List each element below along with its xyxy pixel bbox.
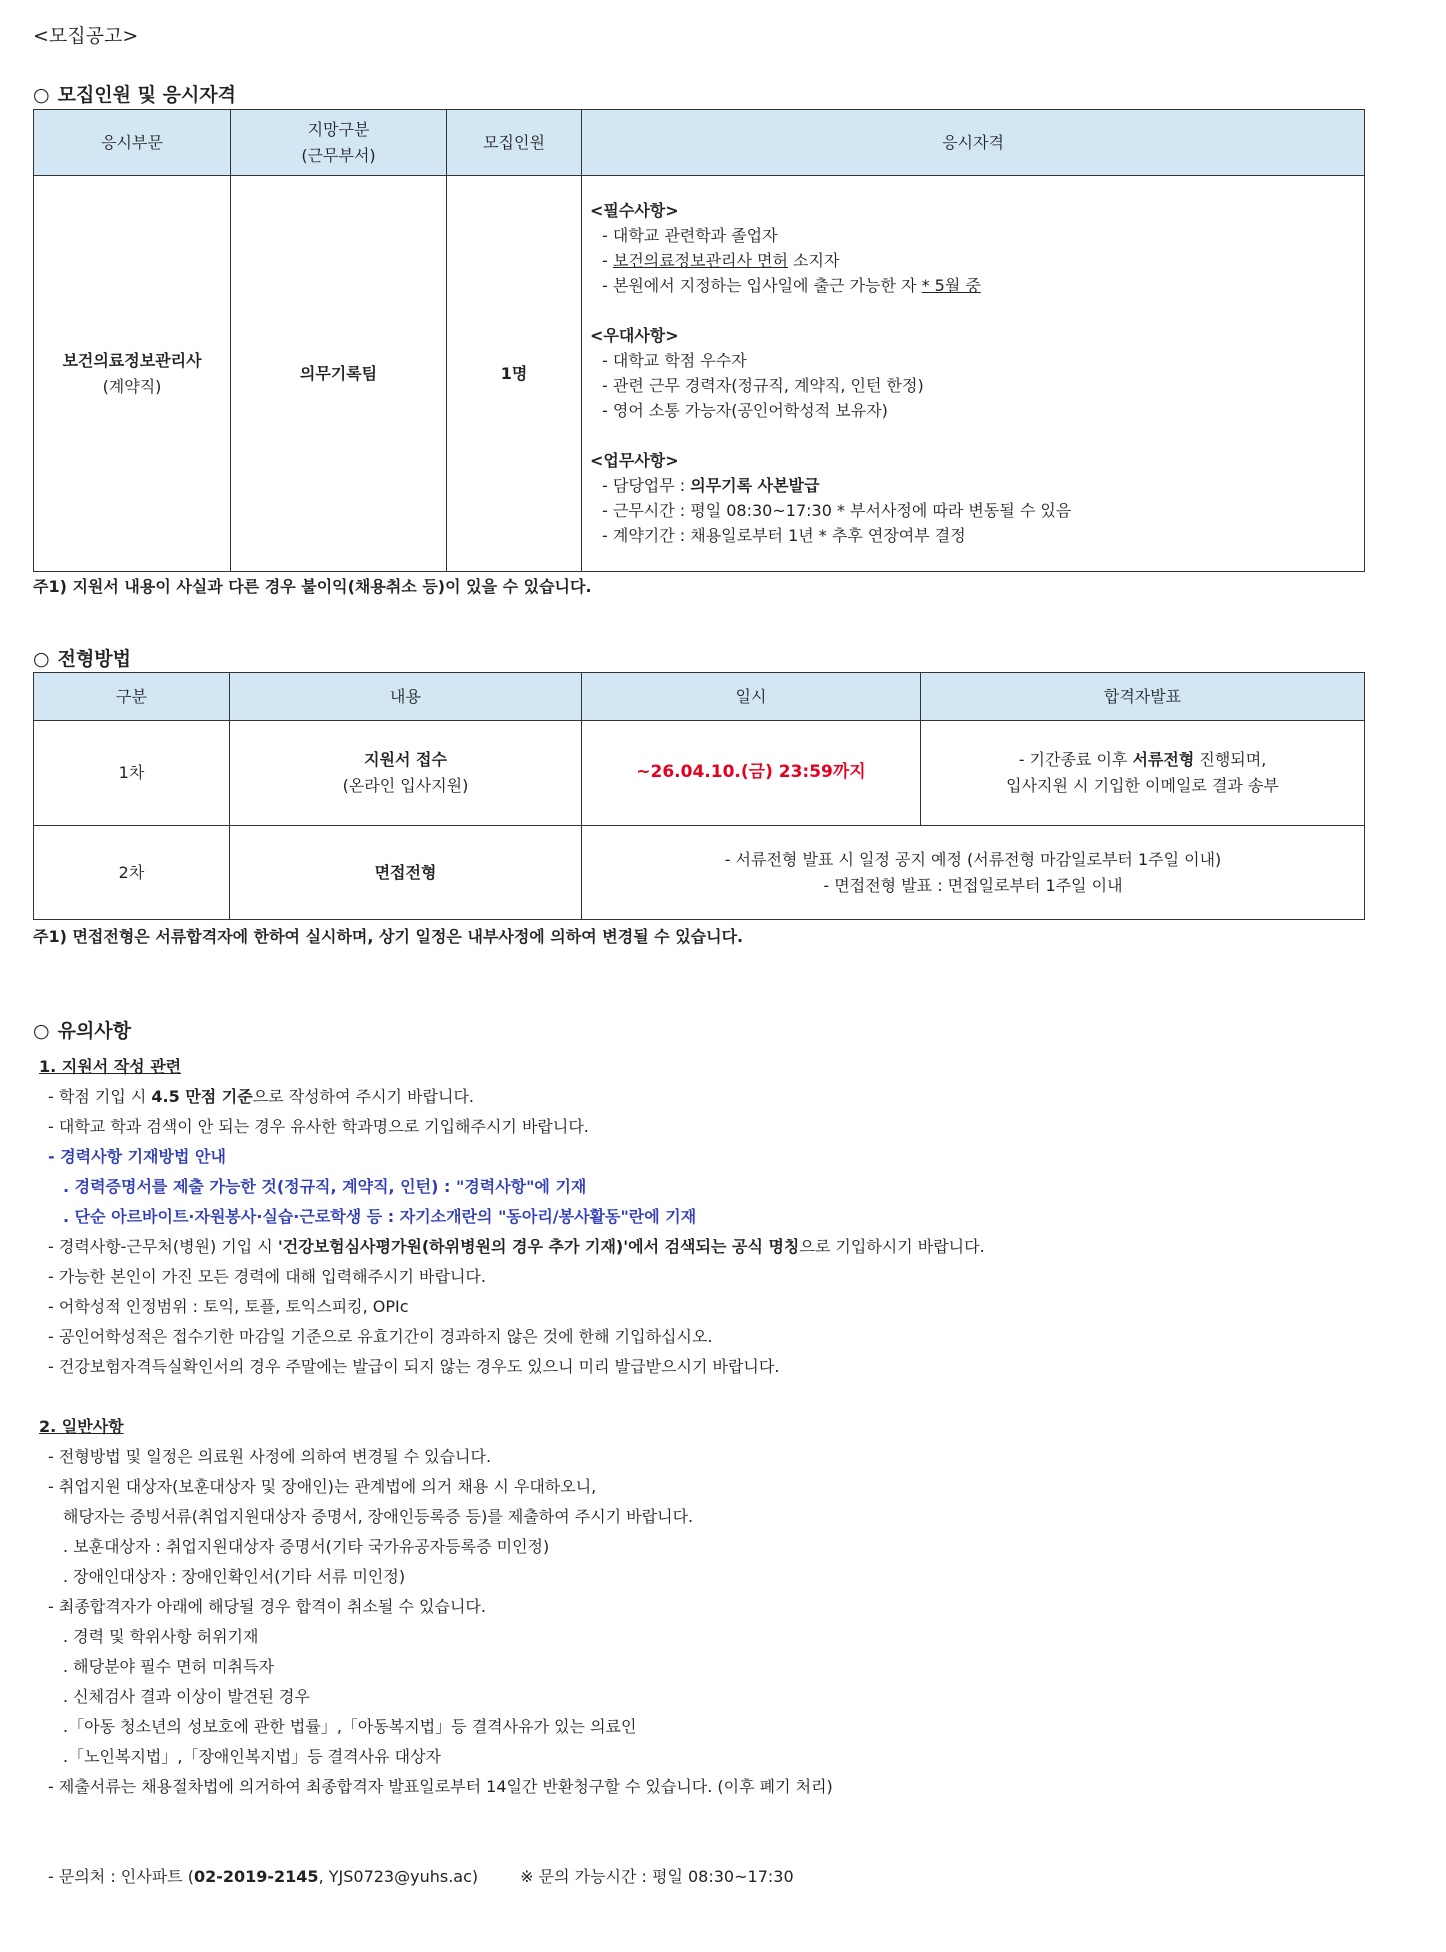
caution-item: - 경력사항 기재방법 안내 bbox=[48, 1147, 226, 1166]
pref-item: - 대학교 학점 우수자 bbox=[602, 351, 747, 370]
process-row-1 bbox=[34, 721, 1365, 826]
general-subitem: .「아동 청소년의 성보호에 관한 법률」,「아동복지법」등 결격사유가 있는 의료인 bbox=[63, 1717, 637, 1736]
header-dept: 지망구분 (근무부서) bbox=[231, 110, 447, 176]
caution-item: - 가능한 본인이 가진 모든 경력에 대해 입력해주시기 바랍니다. bbox=[48, 1267, 486, 1286]
circle-bullet: ○ bbox=[33, 1020, 50, 1042]
stage-1: 1차 bbox=[34, 721, 230, 826]
general-subitem: . 장애인대상자 : 장애인확인서(기타 서류 미인정) bbox=[63, 1567, 406, 1586]
pref-heading: <우대사항> bbox=[590, 326, 679, 345]
cell-qualification bbox=[582, 176, 1365, 572]
work-item: - 담당업무 : 의무기록 사본발급 bbox=[602, 476, 820, 495]
subsection-application: 1. 지원서 작성 관련 bbox=[39, 1057, 182, 1076]
section-process-title: 전형방법 bbox=[57, 648, 132, 670]
general-item: - 취업지원 대상자(보훈대상자 및 장애인)는 관계법에 의거 채용 시 우대하오니, bbox=[48, 1477, 597, 1496]
process-row-2 bbox=[34, 826, 1365, 920]
start-month: * 5월 중 bbox=[921, 276, 981, 295]
header-result: 합격자발표 bbox=[921, 673, 1365, 721]
role-type: (계약직) bbox=[102, 376, 162, 396]
stage-2: 2차 bbox=[34, 826, 230, 920]
general-subitem: . 경력 및 학위사항 허위기재 bbox=[63, 1627, 259, 1646]
circle-bullet: ○ bbox=[33, 648, 50, 670]
work-item: - 근무시간 : 평일 08:30~17:30 * 부서사정에 따라 변동될 수 있음 bbox=[602, 501, 1072, 520]
req-item: - 보건의료정보관리사 면허 소지자 bbox=[602, 251, 840, 270]
work-heading: <업무사항> bbox=[590, 451, 679, 470]
header-stage: 구분 bbox=[34, 673, 230, 721]
pref-item: - 관련 근무 경력자(정규직, 계약직, 인턴 한정) bbox=[602, 376, 924, 395]
note-process: 주1) 면접전형은 서류합격자에 한하여 실시하며, 상기 일정은 내부사정에 의하여 변경될 수 있습니다. bbox=[33, 927, 744, 946]
general-subitem: .「노인복지법」,「장애인복지법」등 결격사유 대상자 bbox=[63, 1747, 442, 1766]
caution-subitem: . 경력증명서를 제출 가능한 것(정규직, 계약직, 인턴) : "경력사항"에 기재 bbox=[63, 1177, 587, 1196]
req-heading: <필수사항> bbox=[590, 201, 679, 220]
cell-dept: 의무기록팀 bbox=[231, 176, 447, 572]
section-recruit-title: 모집인원 및 응시자격 bbox=[57, 84, 237, 106]
general-subitem: . 보훈대상자 : 취업지원대상자 증명서(기타 국가유공자등록증 미인정) bbox=[63, 1537, 550, 1556]
recruit-row bbox=[34, 176, 1365, 572]
cautions-list bbox=[33, 1052, 1413, 1892]
general-subitem: . 해당분야 필수 면허 미취득자 bbox=[63, 1657, 274, 1676]
header-count: 모집인원 bbox=[447, 110, 582, 176]
subsection-general: 2. 일반사항 bbox=[39, 1417, 124, 1436]
cell-count: 1명 bbox=[447, 176, 582, 572]
section-cautions-heading bbox=[33, 1016, 131, 1043]
result-1: - 기간종료 이후 서류전형 진행되며, 입사지원 시 기입한 이메일로 결과 송부 bbox=[921, 721, 1365, 826]
content-1: 지원서 접수 (온라인 입사지원) bbox=[230, 721, 582, 826]
role-name: 보건의료정보관리사 bbox=[62, 350, 202, 370]
header-qualification: 응시자격 bbox=[582, 110, 1365, 176]
content-2: 면접전형 bbox=[230, 826, 582, 920]
header-content: 내용 bbox=[230, 673, 582, 721]
caution-item: - 경력사항-근무처(병원) 기입 시 '건강보험심사평가원(하위병원의 경우 추가 기재)'에서 검색되는 공식 명칭으로 기입하시기 바랍니다. bbox=[48, 1237, 985, 1256]
doc-title: <모집공고> bbox=[33, 25, 139, 47]
section-process-heading bbox=[33, 644, 131, 671]
contact-hours: ※ 문의 가능시간 : 평일 08:30~17:30 bbox=[520, 1867, 794, 1886]
general-item: 해당자는 증빙서류(취업지원대상자 증명서, 장애인등록증 등)를 제출하여 주시기 바랍니다. bbox=[63, 1507, 694, 1526]
process-header-row bbox=[34, 673, 1365, 721]
caution-item: - 공인어학성적은 접수기한 마감일 기준으로 유효기간이 경과하지 않은 것에 한해 기입하십시오. bbox=[48, 1327, 713, 1346]
caution-item: - 어학성적 인정범위 : 토익, 토플, 토익스피킹, OPIc bbox=[48, 1297, 409, 1316]
header-division: 응시부문 bbox=[34, 110, 231, 176]
deadline bbox=[582, 721, 921, 826]
license-text: 보건의료정보관리사 면허 bbox=[612, 251, 788, 270]
header-date: 일시 bbox=[582, 673, 921, 721]
recruit-header-row bbox=[34, 110, 1365, 176]
caution-item: - 학점 기입 시 4.5 만점 기준으로 작성하여 주시기 바랍니다. bbox=[48, 1087, 474, 1106]
general-subitem: . 신체검사 결과 이상이 발견된 경우 bbox=[63, 1687, 310, 1706]
caution-item: - 대학교 학과 검색이 안 되는 경우 유사한 학과명으로 기입해주시기 바랍니다. bbox=[48, 1117, 589, 1136]
cell-role bbox=[34, 176, 231, 572]
recruit-table bbox=[33, 109, 1365, 572]
req-item: - 본원에서 지정하는 입사일에 출근 가능한 자 * 5월 중 bbox=[602, 276, 981, 295]
general-item: - 전형방법 및 일정은 의료원 사정에 의하여 변경될 수 있습니다. bbox=[48, 1447, 492, 1466]
general-item: - 제출서류는 채용절차법에 의거하여 최종합격자 발표일로부터 14일간 반환청구할 수 있습니다. (이후 폐기 처리) bbox=[48, 1777, 833, 1796]
general-item: - 최종합격자가 아래에 해당될 경우 합격이 취소될 수 있습니다. bbox=[48, 1597, 486, 1616]
caution-item: - 건강보험자격득실확인서의 경우 주말에는 발급이 되지 않는 경우도 있으니 미리 발급받으시기 바랍니다. bbox=[48, 1357, 780, 1376]
contact-email: , YJS0723@yuhs.ac) bbox=[318, 1867, 479, 1886]
note-recruit: 주1) 지원서 내용이 사실과 다른 경우 불이익(채용취소 등)이 있을 수 있습니다. bbox=[33, 577, 592, 596]
circle-bullet: ○ bbox=[33, 84, 50, 106]
contact-line: - 문의처 : 인사파트 (02-2019-2145, YJS0723@yuhs.ac) ※ 문의 가능시간 : 평일 08:30~17:30 bbox=[48, 1867, 794, 1886]
contact-phone: 02-2019-2145 bbox=[193, 1867, 319, 1886]
req-item: - 대학교 관련학과 졸업자 bbox=[602, 226, 778, 245]
work-item: - 계약기간 : 채용일로부터 1년 * 추후 연장여부 결정 bbox=[602, 526, 966, 545]
section-cautions-title: 유의사항 bbox=[57, 1020, 132, 1042]
caution-subitem: . 단순 아르바이트·자원봉사·실습·근로학생 등 : 자기소개란의 "동아리/봉사활동"란에 기재 bbox=[63, 1207, 697, 1226]
deadline-text: ~26.04.10.(금) 23:59까지 bbox=[636, 762, 866, 783]
pref-item: - 영어 소통 가능자(공인어학성적 보유자) bbox=[602, 401, 888, 420]
section-recruit-heading bbox=[33, 80, 236, 107]
interview-info: - 서류전형 발표 시 일정 공지 예정 (서류전형 마감일로부터 1주일 이내) - 면접전형 발표 : 면접일로부터 1주일 이내 bbox=[582, 826, 1365, 920]
process-table bbox=[33, 672, 1365, 920]
